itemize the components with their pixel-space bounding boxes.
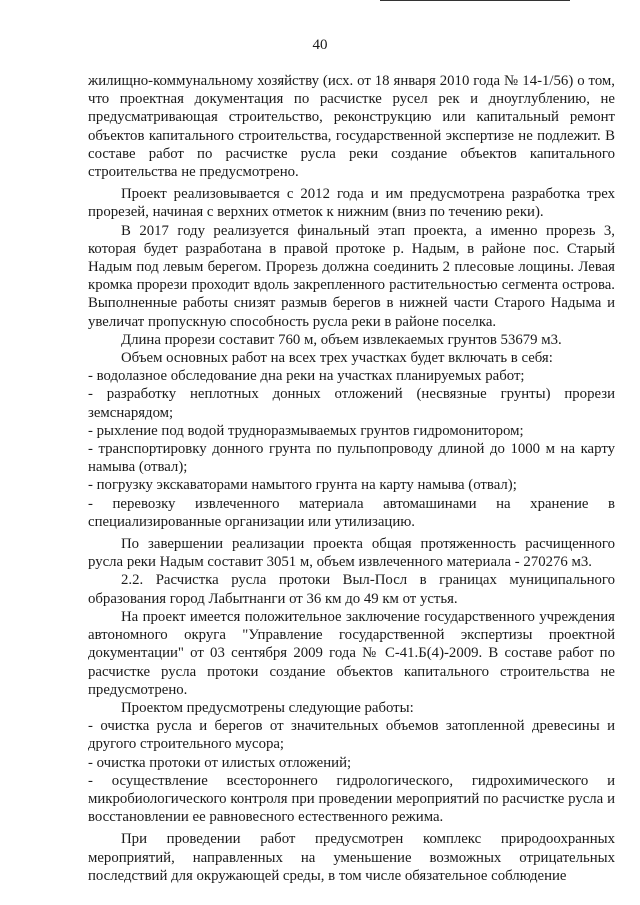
paragraph-works-planned: Проектом предусмотрены следующие работы: bbox=[121, 699, 414, 716]
list-item: - водолазное обследование дна реки на участках планируемых работ; bbox=[88, 368, 525, 385]
paragraph-environmental-measures: При проведении работ предусмотрен комплекс природоохранных мероприятий, направленных на уменьшение возможных отрицательных последствий для окружающей среды, в том числе обязательное соблюдение bbox=[88, 831, 615, 884]
document-body bbox=[88, 72, 615, 885]
list-item: - рыхление под водой трудноразмываемых грунтов гидромонитором; bbox=[88, 422, 524, 439]
list-item: - перевозку извлеченного материала автомашинами на хранение в специализированные организации или утилизацию. bbox=[88, 495, 615, 530]
list-item: - очистка русла и берегов от значительных объемов затопленной древесины и другого строительного мусора; bbox=[88, 718, 615, 753]
top-rule-divider bbox=[380, 0, 570, 1]
paragraph-project-start: Проект реализовывается с 2012 года и им предусмотрена разработка трех прорезей, начиная с верхних отметок к нижним (вниз по течению реки). bbox=[88, 186, 615, 221]
paragraph-final-stage: В 2017 году реализуется финальный этап проекта, а именно прорезь 3, которая будет разработана в правой протоке р. Надым, в районе пос. Старый Надым под левым берегом. Прорезь должна соединить 2 плесовые лощины. Левая кромка прорези проходит вдоль закрепленного растительностью сегмента острова. Выполненные работы снизят размыв берегов в нижней части Старого Надыма и увеличат пропускную способность русла реки в районе поселка. bbox=[88, 222, 615, 330]
page-number: 40 bbox=[312, 37, 328, 53]
list-item: - очистка протоки от илистых отложений; bbox=[88, 754, 352, 771]
paragraph-expert-conclusion: На проект имеется положительное заключение государственного учреждения автономного округа "Управление государственной экспертизы проектной документации" от 03 сентября 2009 года № С-41.Б(4)-2009. В составе работ по расчистке русла протоки создание объектов капитального строительства не предусмотрено. bbox=[88, 608, 615, 698]
list-item: - разработку неплотных донных отложений (несвязные грунты) прорези земснарядом; bbox=[88, 386, 615, 421]
list-item: - погрузку экскаваторами намытого грунта на карту намыва (отвал); bbox=[88, 477, 517, 494]
list-item: - осуществление всестороннего гидрологического, гидрохимического и микробиологического контроля при проведении мероприятий по расчистке русла и восстановлении ее равновесного естественного режима. bbox=[88, 772, 615, 826]
paragraph-cut-length: Длина прорези составит 760 м, объем извлекаемых грунтов 53679 м3. bbox=[121, 331, 562, 348]
paragraph-continuation: жилищно-коммунальному хозяйству (исх. от 18 января 2010 года № 14-1/56) о том, что проектная документация по расчистке русел рек и дноуглублению, не предусматривающая строительство, реконструкцию или капитальный ремонт объектов капитального строительства, государственной экспертизе не подлежит. В составе работ по расчистке русла реки создание объектов капитального строительства не предусмотрено. bbox=[88, 73, 615, 181]
section-heading-2-2: 2.2. Расчистка русла протоки Выл-Посл в границах муниципального образования город Лабытнанги от 36 км до 49 км от устья. bbox=[88, 572, 615, 607]
paragraph-project-completion: По завершении реализации проекта общая протяженность расчищенного русла реки Надым составит 3051 м, объем извлеченного материала - 270276 м3. bbox=[88, 536, 615, 571]
paragraph-works-scope: Объем основных работ на всех трех участках будет включать в себя: bbox=[121, 350, 553, 367]
list-item: - транспортировку донного грунта по пульпопроводу длиной до 1000 м на карту намыва (отвал); bbox=[88, 441, 615, 476]
